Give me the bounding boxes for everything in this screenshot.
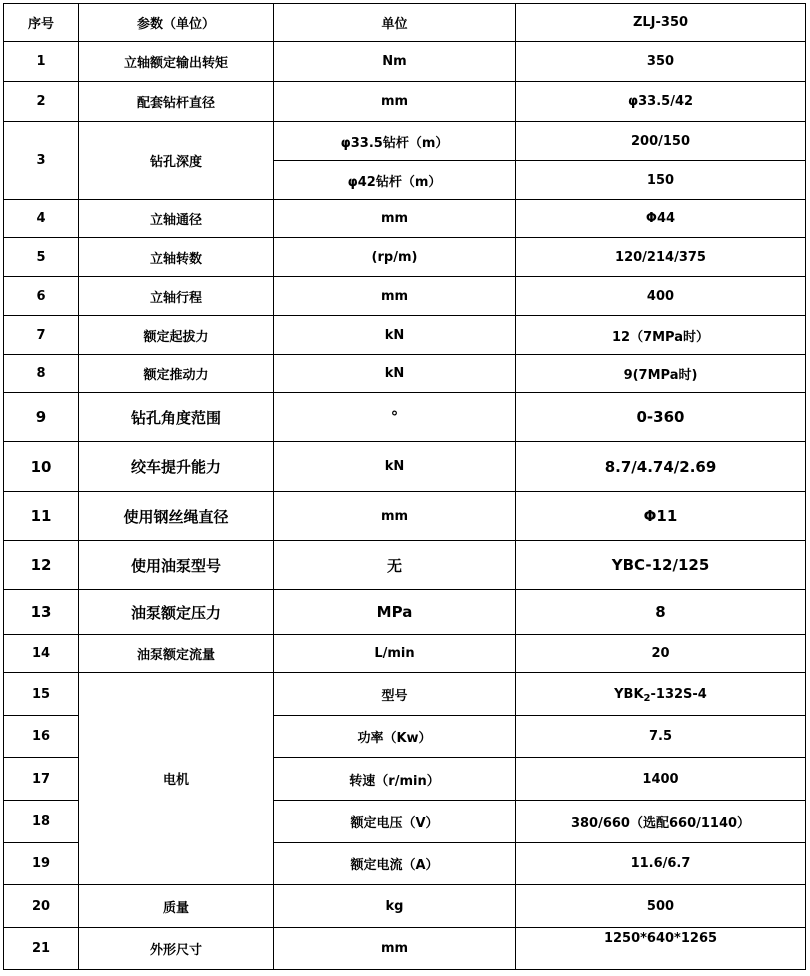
row-value: 200/150 — [516, 122, 806, 161]
row-param: 立轴行程 — [79, 277, 274, 316]
row-value: 12（7MPa时） — [516, 316, 806, 355]
row-param: 钻孔角度范围 — [79, 393, 274, 442]
table-row — [4, 316, 806, 355]
row-value: φ33.5/42 — [516, 82, 806, 122]
row-value: 380/660（选配660/1140） — [516, 801, 806, 843]
table-row — [4, 442, 806, 492]
row-unit: φ33.5钻杆（m） — [274, 122, 516, 161]
row-unit: mm — [274, 928, 516, 970]
row-value: 20 — [516, 635, 806, 673]
row-unit: ° — [274, 393, 516, 442]
row-no: 9 — [4, 393, 79, 442]
table-row — [4, 885, 806, 928]
row-param: 油泵额定流量 — [79, 635, 274, 673]
table-row — [4, 82, 806, 122]
row-value: 150 — [516, 161, 806, 200]
row-no: 13 — [4, 590, 79, 635]
row-unit: kg — [274, 885, 516, 928]
row-param: 额定起拔力 — [79, 316, 274, 355]
header-param: 参数（单位） — [79, 4, 274, 42]
row-value: 350 — [516, 42, 806, 82]
spec-table — [3, 3, 806, 970]
row-param: 质量 — [79, 885, 274, 928]
row-unit: mm — [274, 277, 516, 316]
table-row — [4, 541, 806, 590]
row-value: 400 — [516, 277, 806, 316]
row-no: 5 — [4, 238, 79, 277]
table-row — [4, 492, 806, 541]
row-unit: 无 — [274, 541, 516, 590]
row-unit: kN — [274, 442, 516, 492]
row-value: 0-360 — [516, 393, 806, 442]
row-value: 11.6/6.7 — [516, 843, 806, 885]
row-param: 绞车提升能力 — [79, 442, 274, 492]
row-unit: Nm — [274, 42, 516, 82]
row-param: 额定推动力 — [79, 355, 274, 393]
row-value: Φ44 — [516, 200, 806, 238]
row-param: 钻孔深度 — [79, 122, 274, 200]
row-no: 17 — [4, 758, 79, 801]
row-param: 使用钢丝绳直径 — [79, 492, 274, 541]
row-param: 立轴通径 — [79, 200, 274, 238]
row-unit: (rp/m) — [274, 238, 516, 277]
row-unit: 额定电压（V） — [274, 801, 516, 843]
header-no: 序号 — [4, 4, 79, 42]
row-unit: kN — [274, 316, 516, 355]
table-row — [4, 200, 806, 238]
row-param: 使用油泵型号 — [79, 541, 274, 590]
row-no: 11 — [4, 492, 79, 541]
row-value: 1400 — [516, 758, 806, 801]
row-unit: MPa — [274, 590, 516, 635]
row-param: 立轴额定输出转矩 — [79, 42, 274, 82]
row-no: 18 — [4, 801, 79, 843]
row-param-motor: 电机 — [79, 673, 274, 885]
row-value: 500 — [516, 885, 806, 928]
row-no: 1 — [4, 42, 79, 82]
row-value: 9(7MPa时) — [516, 355, 806, 393]
row-unit: 转速（r/min） — [274, 758, 516, 801]
motor-model-prefix: YBK — [614, 686, 644, 702]
row-unit: φ42钻杆（m） — [274, 161, 516, 200]
row-no: 8 — [4, 355, 79, 393]
row-no: 10 — [4, 442, 79, 492]
row-no: 2 — [4, 82, 79, 122]
table-row — [4, 590, 806, 635]
row-param: 外形尺寸 — [79, 928, 274, 970]
row-unit: 额定电流（A） — [274, 843, 516, 885]
table-row — [4, 355, 806, 393]
row-unit: 功率（Kw） — [274, 716, 516, 758]
row-value: Φ11 — [516, 492, 806, 541]
row-value: 120/214/375 — [516, 238, 806, 277]
motor-model-suffix: -132S-4 — [650, 686, 707, 702]
row-no: 15 — [4, 673, 79, 716]
row-no: 4 — [4, 200, 79, 238]
row-value: 7.5 — [516, 716, 806, 758]
header-row — [4, 4, 806, 42]
motor-model-subscript: 2 — [643, 692, 651, 704]
row-unit: L/min — [274, 635, 516, 673]
table-row — [4, 635, 806, 673]
header-model: ZLJ-350 — [516, 4, 806, 42]
row-no: 19 — [4, 843, 79, 885]
table-row — [4, 238, 806, 277]
row-value: 8 — [516, 590, 806, 635]
row-unit: 型号 — [274, 673, 516, 716]
table-row — [4, 393, 806, 442]
row-no: 20 — [4, 885, 79, 928]
row-no: 3 — [4, 122, 79, 200]
row-no: 14 — [4, 635, 79, 673]
row-unit: kN — [274, 355, 516, 393]
row-unit: mm — [274, 200, 516, 238]
row-unit: mm — [274, 82, 516, 122]
table-row — [4, 42, 806, 82]
row-param: 配套钻杆直径 — [79, 82, 274, 122]
table-row — [4, 277, 806, 316]
row-param: 立轴转数 — [79, 238, 274, 277]
row-value: 1250*640*1265 — [516, 928, 806, 970]
row-value: YBC-12/125 — [516, 541, 806, 590]
row-no: 16 — [4, 716, 79, 758]
row-unit: mm — [274, 492, 516, 541]
row-no: 6 — [4, 277, 79, 316]
table-row — [4, 928, 806, 970]
table-row — [4, 673, 806, 716]
row-no: 7 — [4, 316, 79, 355]
row-param: 油泵额定压力 — [79, 590, 274, 635]
header-unit: 单位 — [274, 4, 516, 42]
row-no: 21 — [4, 928, 79, 970]
row-no: 12 — [4, 541, 79, 590]
row-value: 8.7/4.74/2.69 — [516, 442, 806, 492]
row-value — [516, 673, 806, 716]
table-row — [4, 122, 806, 161]
